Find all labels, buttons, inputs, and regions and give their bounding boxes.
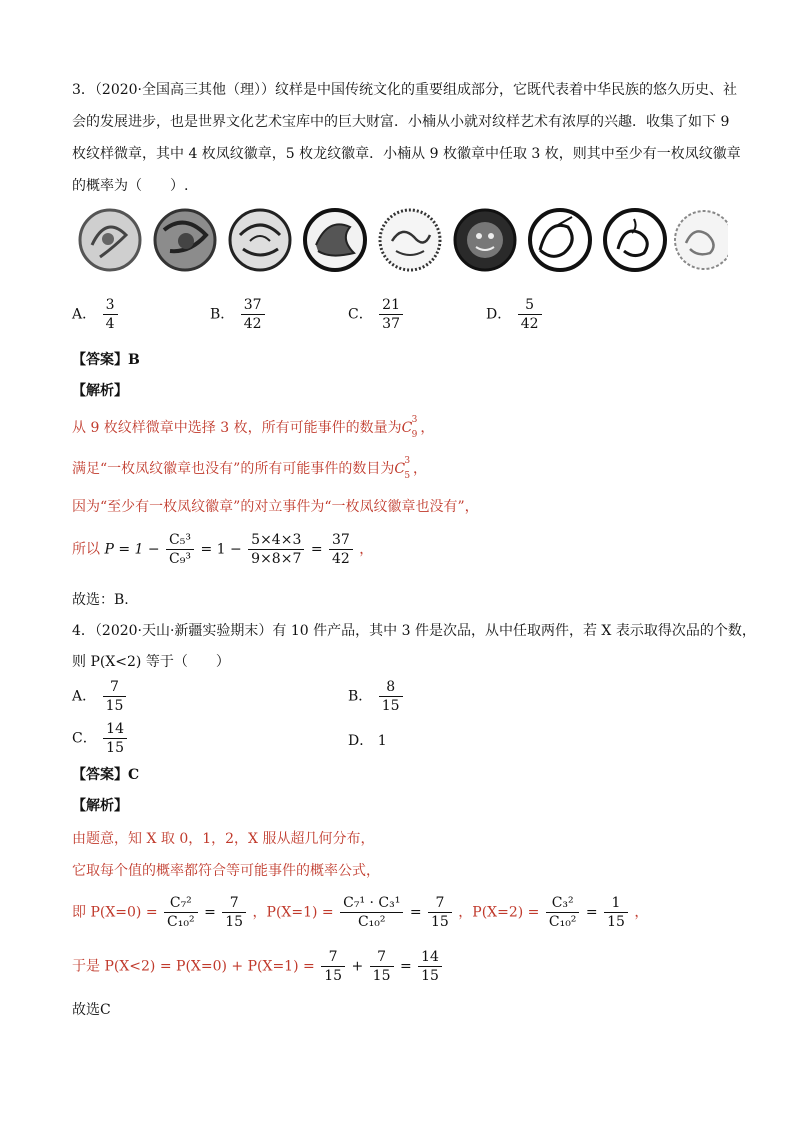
q3-analysis-step2: 满足“一枚凤纹徽章也没有”的所有可能事件的数目为C 3 5 ，: [72, 456, 428, 481]
q4-option-a[interactable]: [72, 678, 128, 715]
q3-conclusion: 故选：B.: [72, 592, 129, 608]
q4-analysis-step3: 即 P(X=0) = $\frac{\text{C₇²}}{\text{C₁₀²}}$ = $\frac{7}{15}$ ，P(X=1) = $\frac{\text{C₇¹ · C₃¹}}{\text{C₁₀²}}$ = $\frac{7}{15}$ ，P(X=2) = $\frac{\text{C₃²}}{\text{C₁₀²}}$ = $\frac{1}{15}$ ，: [72, 895, 649, 930]
medals-image: [78, 205, 728, 275]
option-label: D．: [348, 733, 374, 749]
option-label: D．: [486, 306, 512, 323]
option-label: A．: [72, 688, 97, 705]
q3-stem-line2: 会的发展进步，也是世界文化艺术宝库中的巨大财富．小楠从小就对纹样艺术有浓厚的兴趣．收集了如下 9: [72, 114, 730, 130]
q3-analysis-step4: 所以 P = 1 − $\frac{\text{C₅³}}{\text{C₉³}}$ = 1 − $\frac{5\times 4\times 3}{9\times 8\times 7}$ = $\frac{37}{42}$ ，: [72, 532, 374, 567]
fraction-denominator: 42: [520, 316, 539, 332]
q4-option-b[interactable]: [348, 678, 405, 715]
q4-stem-line1: 4．（2020·天山·新疆实验期末）有 10 件产品，其中 3 件是次品，从中任取两件，若 X 表示取得次品的个数，: [72, 623, 756, 639]
fraction-numerator: 5: [518, 296, 542, 315]
q4-conclusion: 故选C: [72, 1002, 111, 1018]
fraction-numerator: 8: [379, 678, 403, 697]
q4-stem-line2: 则 P(X<2) 等于（ ）: [72, 654, 230, 670]
q3-analysis-step1: 从 9 枚纹样微章中选择 3 枚，所有可能事件的数量为C 3 9 ，: [72, 415, 435, 440]
option-label: A．: [72, 306, 97, 323]
fraction-numerator: 7: [103, 678, 127, 697]
phoenix-medal-icon: [80, 210, 140, 270]
phoenix-medal-icon: [380, 210, 440, 270]
dragon-medal-icon: [675, 211, 728, 269]
q3-stem-line1: 3．（2020·全国高三其他（理））纹样是中国传统文化的重要组成部分，它既代表着中华民族的悠久历史、社: [72, 82, 737, 98]
option-label: B．: [348, 688, 373, 705]
q3-analysis-title: 【解析】: [72, 383, 128, 399]
fraction-numerator: 37: [241, 296, 265, 315]
q3-stem-line4: 的概率为（ ）.: [72, 178, 189, 194]
dragon-medal-icon: [305, 210, 365, 270]
fraction-numerator: 3: [103, 296, 118, 315]
option-label: C．: [348, 306, 373, 323]
dragon-medal-icon: [155, 210, 215, 270]
q4-analysis-step1: 由题意，知 X 取 0，1，2，X 服从超几何分布，: [72, 831, 375, 847]
fraction-denominator: 15: [381, 698, 400, 714]
phoenix-medal-icon: [230, 210, 290, 270]
q3-option-d[interactable]: [486, 296, 544, 333]
fraction-denominator: 15: [105, 698, 124, 714]
dragon-medal-icon: [455, 210, 515, 270]
q4-analysis-step2: 它取每个值的概率都符合等可能事件的概率公式，: [72, 863, 380, 879]
q4-option-d[interactable]: [348, 730, 387, 750]
option-label: B．: [210, 306, 235, 323]
q3-answer: 【答案】B: [72, 352, 140, 368]
q3-option-a[interactable]: [72, 296, 120, 333]
q3-option-b[interactable]: [210, 296, 267, 333]
fraction-denominator: 15: [106, 740, 124, 756]
fraction-numerator: 14: [103, 720, 127, 739]
phoenix-medal-icon: [530, 210, 590, 270]
option-value: 1: [377, 733, 387, 749]
q3-stem-line3: 枚纹样微章，其中 4 枚凤纹徽章，5 枚龙纹徽章．小楠从 9 枚徽章中任取 3 枚，则其中至少有一枚凤纹徽章: [72, 146, 741, 162]
q4-analysis-title: 【解析】: [72, 798, 128, 814]
q4-analysis-step4: 于是 P(X<2) = P(X=0) + P(X=1) = $\frac{7}{15}$ + $\frac{7}{15}$ = $\frac{14}{15}$: [72, 948, 444, 985]
fraction-denominator: 42: [243, 316, 262, 332]
dragon-medal-icon: [605, 210, 665, 270]
option-label: C．: [72, 730, 97, 747]
q3-analysis-step3: 因为“至少有一枚凤纹徽章”的对立事件为“一枚凤纹徽章也没有”，: [72, 499, 479, 515]
fraction-numerator: 21: [379, 296, 403, 315]
q3-option-c[interactable]: [348, 296, 405, 333]
fraction-denominator: 37: [382, 316, 400, 332]
fraction-denominator: 4: [105, 316, 115, 332]
q4-option-c[interactable]: [72, 720, 129, 757]
q4-answer: 【答案】C: [72, 767, 140, 783]
